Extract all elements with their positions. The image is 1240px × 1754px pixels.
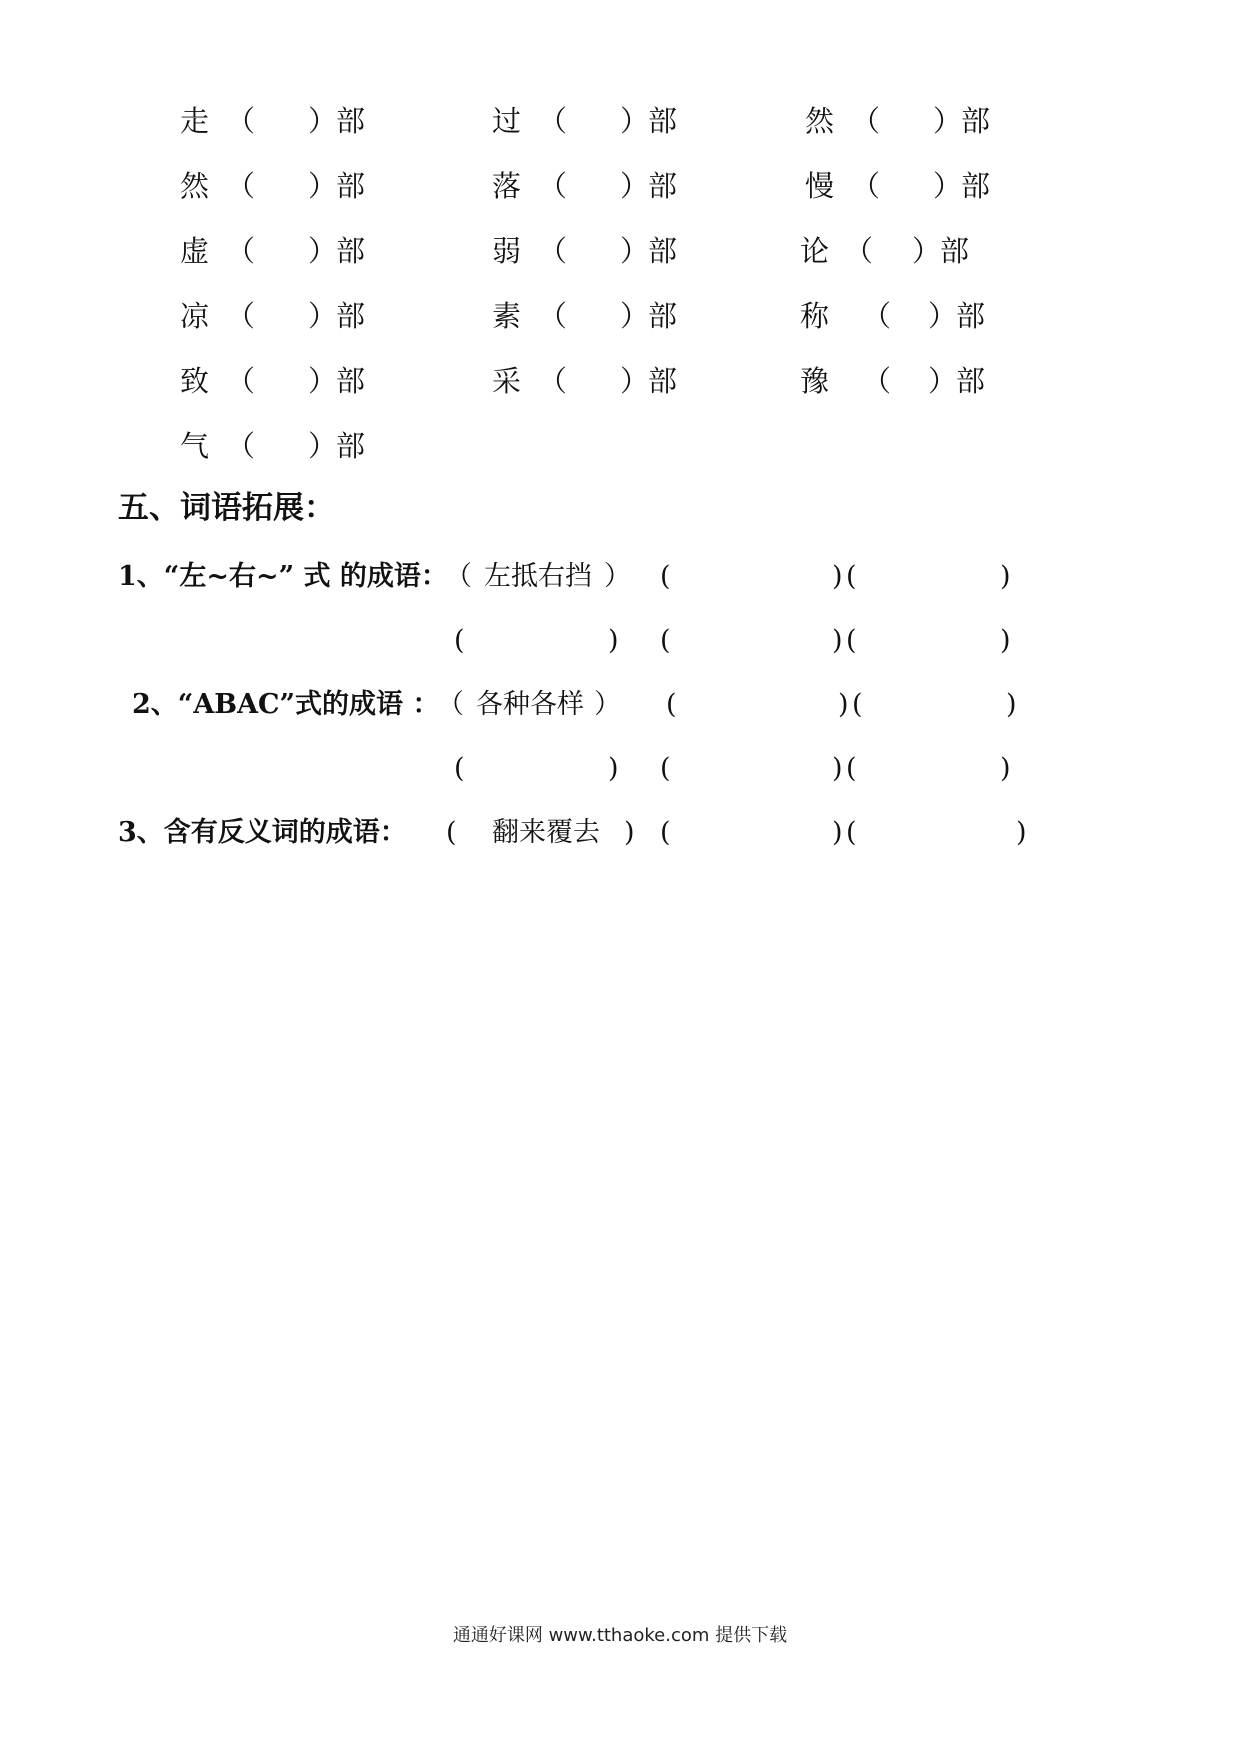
blank-open: ( (846, 625, 857, 656)
open-paren: （ (226, 299, 256, 333)
close-paren: ） (933, 169, 963, 203)
blank-close: ) (838, 689, 849, 720)
blank-open: ( (660, 753, 671, 784)
idiom-line-2-continued (0, 745, 1240, 793)
radical-row (0, 96, 1240, 146)
blank-open: ( (666, 689, 677, 720)
idiom-q1-example: 左抵右挡 (484, 561, 592, 592)
idiom-line-1-continued (0, 617, 1240, 665)
close-paren: ） (620, 104, 650, 138)
radical-suffix: 部 (648, 169, 678, 203)
blank-close: ) (1000, 753, 1011, 784)
radical-suffix: 部 (956, 299, 986, 333)
open-paren: （ (538, 299, 568, 333)
radical-character: 气 (180, 429, 210, 463)
radical-character: 过 (492, 104, 522, 138)
radical-character: 素 (492, 299, 522, 333)
blank-close: ) (832, 561, 843, 592)
open-paren: （ (538, 364, 568, 398)
radical-character: 然 (805, 104, 835, 138)
close-paren: ） (933, 104, 963, 138)
close-paren: ） (308, 104, 338, 138)
close-paren: ） (620, 169, 650, 203)
radical-character: 称 (800, 299, 830, 333)
radical-row (0, 356, 1240, 406)
idiom-q1-label: 1、“左~右~” 式 的成语： (118, 561, 448, 592)
radical-suffix: 部 (336, 234, 366, 268)
open-paren: （ (538, 234, 568, 268)
radical-suffix: 部 (940, 234, 970, 268)
radical-row (0, 226, 1240, 276)
radical-character: 致 (180, 364, 210, 398)
open-paren: （ (226, 169, 256, 203)
blank-close: ) (832, 817, 843, 848)
close-paren: ） (928, 364, 958, 398)
idiom-line-2 (0, 681, 1240, 729)
open-paren: （ (538, 169, 568, 203)
blank-open: ( (846, 753, 857, 784)
close-paren: ） (620, 234, 650, 268)
open-paren: （ (862, 299, 892, 333)
close-paren: ） (308, 364, 338, 398)
example-close-paren: ） (604, 561, 631, 592)
blank-close: ) (608, 625, 619, 656)
blank-open: ( (660, 817, 671, 848)
open-paren: （ (862, 364, 892, 398)
open-paren: （ (226, 364, 256, 398)
close-paren: ） (308, 429, 338, 463)
idiom-q3-label: 3、含有反义词的成语： (118, 817, 407, 848)
open-paren: （ (226, 429, 256, 463)
example-open-paren: （ (445, 561, 472, 592)
close-paren: ） (620, 299, 650, 333)
radical-character: 然 (180, 169, 210, 203)
radical-row (0, 161, 1240, 211)
radical-suffix: 部 (336, 299, 366, 333)
radical-character: 走 (180, 104, 210, 138)
open-paren: （ (851, 169, 881, 203)
radical-suffix: 部 (961, 104, 991, 138)
idiom-q2-example: 各种各样 (476, 689, 584, 720)
blank-close: ) (1016, 817, 1027, 848)
blank-open: ( (846, 817, 857, 848)
open-paren: （ (844, 234, 874, 268)
radical-suffix: 部 (961, 169, 991, 203)
radical-suffix: 部 (648, 104, 678, 138)
radical-character: 采 (492, 364, 522, 398)
radical-suffix: 部 (336, 429, 366, 463)
idiom-line-3 (0, 809, 1240, 857)
close-paren: ） (912, 234, 942, 268)
blank-open: ( (660, 625, 671, 656)
open-paren: （ (226, 104, 256, 138)
open-paren: （ (851, 104, 881, 138)
close-paren: ） (620, 364, 650, 398)
radical-character: 凉 (180, 299, 210, 333)
radical-suffix: 部 (648, 299, 678, 333)
open-paren: （ (538, 104, 568, 138)
radical-character: 虚 (180, 234, 210, 268)
blank-close: ) (1000, 561, 1011, 592)
example-open-paren: （ (437, 689, 464, 720)
idiom-q2-label: 2、“ABAC”式的成语 ： (132, 689, 440, 720)
blank-close: ) (1000, 625, 1011, 656)
blank-close: ) (1006, 689, 1017, 720)
radical-row (0, 291, 1240, 341)
radical-suffix: 部 (336, 169, 366, 203)
radical-suffix: 部 (956, 364, 986, 398)
section-title: 五、词语拓展： (118, 490, 335, 526)
radical-character: 弱 (492, 234, 522, 268)
close-paren: ） (928, 299, 958, 333)
footer-credit: 通通好课网 www.tthaoke.com 提供下载 (452, 1625, 788, 1646)
blank-close: ) (832, 625, 843, 656)
open-paren: （ (226, 234, 256, 268)
idiom-line-1 (0, 553, 1240, 601)
blank-open: ( (454, 625, 465, 656)
close-paren: ） (308, 234, 338, 268)
radical-character: 落 (492, 169, 522, 203)
radical-character: 豫 (800, 364, 830, 398)
radical-character: 慢 (805, 169, 835, 203)
blank-open: ( (846, 561, 857, 592)
blank-close: ) (608, 753, 619, 784)
radical-character: 论 (800, 234, 830, 268)
example-close-paren: ） (594, 689, 621, 720)
radical-suffix: 部 (336, 364, 366, 398)
blank-open: ( (454, 753, 465, 784)
blank-open: ( (660, 561, 671, 592)
close-paren: ） (308, 299, 338, 333)
blank-open: ( (852, 689, 863, 720)
idiom-q3-example: 翻来覆去 (492, 817, 600, 848)
blank-close: ) (832, 753, 843, 784)
example-close-paren: ) (624, 817, 635, 848)
radical-row (0, 421, 1240, 471)
radical-suffix: 部 (648, 364, 678, 398)
example-open-paren: ( (446, 817, 457, 848)
radical-suffix: 部 (336, 104, 366, 138)
close-paren: ） (308, 169, 338, 203)
radical-suffix: 部 (648, 234, 678, 268)
